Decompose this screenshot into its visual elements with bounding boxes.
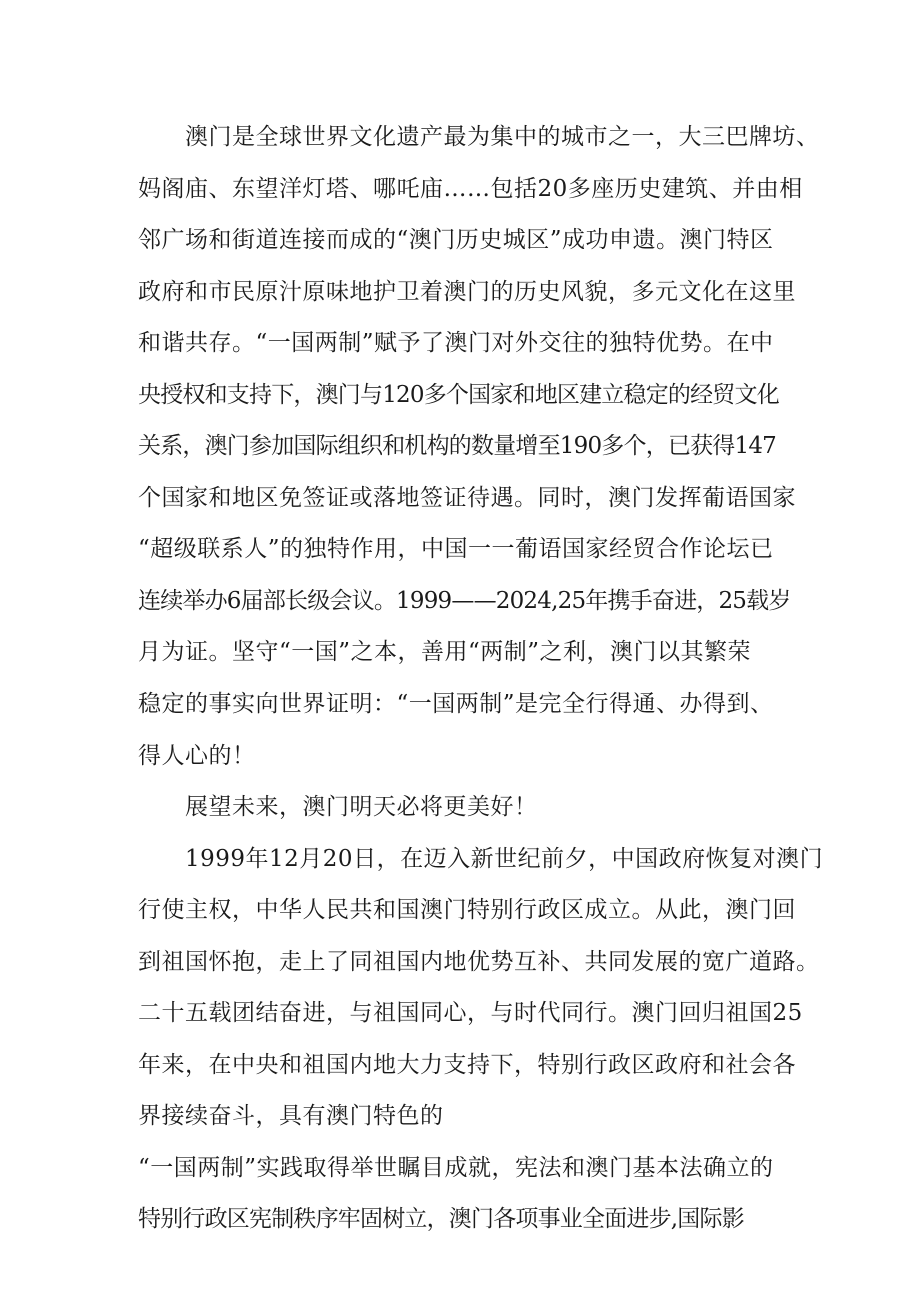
text-line: 澳门是全球世界文化遗产最为集中的城市之一，大三巴牌坊、 bbox=[185, 124, 820, 150]
text-line: 连续举办6届部长级会议。1999——2024,25年携手奋进，25载岁 bbox=[138, 587, 791, 614]
text-line: 二十五载团结奋进，与祖国同心，与时代同行。澳门回归祖国25 bbox=[138, 1000, 803, 1027]
text-line: 和谐共存。“一国两制”赋予了澳门对外交往的独特优势。在中 bbox=[138, 330, 774, 357]
body-text bbox=[138, 112, 824, 1246]
text-line: 界接续奋斗，具有澳门特色的 bbox=[138, 1103, 444, 1130]
text-line: 行使主权，中华人民共和国澳门特别行政区成立。从此，澳门回 bbox=[138, 897, 796, 924]
text-line: 央授权和支持下，澳门与120多个国家和地区建立稳定的经贸文化 bbox=[138, 381, 779, 408]
text-line: 年来，在中央和祖国内地大力支持下，特别行政区政府和社会各 bbox=[138, 1051, 796, 1078]
text-line: 1999年12月20日，在迈入新世纪前夕，中国政府恢复对澳门 bbox=[185, 845, 824, 872]
text-line: 月为证。坚守“一国”之本，善用“两制”之利，澳门以其繁荣 bbox=[138, 639, 752, 666]
text-line: “超级联系人”的独特作用，中国一一葡语国家经贸合作论坛已 bbox=[138, 536, 774, 563]
text-line: 得人心的！ bbox=[138, 742, 256, 769]
text-line: 妈阁庙、东望洋灯塔、哪吒庙……包括20多座历史建筑、并由相 bbox=[138, 175, 803, 202]
text-line: 到祖国怀抱，走上了同祖国内地优势互补、共同发展的宽广道路。 bbox=[138, 948, 820, 975]
text-line: 关系，澳门参加国际组织和机构的数量增至190多个，已获得147 bbox=[138, 433, 777, 460]
text-line: 展望未来，澳门明天必将更美好！ bbox=[185, 794, 538, 821]
text-line: 政府和市民原汁原味地护卫着澳门的历史风貌，多元文化在这里 bbox=[138, 278, 796, 305]
text-line: 邻广场和街道连接而成的“澳门历史城区”成功申遗。澳门特区 bbox=[138, 227, 774, 254]
text-line: 个国家和地区免签证或落地签证待遇。同时，澳门发挥葡语国家 bbox=[138, 484, 796, 511]
text-line: “一国两制”实践取得举世瞩目成就，宪法和澳门基本法确立的 bbox=[138, 1154, 774, 1181]
text-line: 特别行政区宪制秩序牢固树立，澳门各项事业全面进步,国际影 bbox=[138, 1206, 744, 1233]
text-line: 稳定的事实向世界证明：“一国两制”是完全行得通、办得到、 bbox=[138, 691, 774, 718]
